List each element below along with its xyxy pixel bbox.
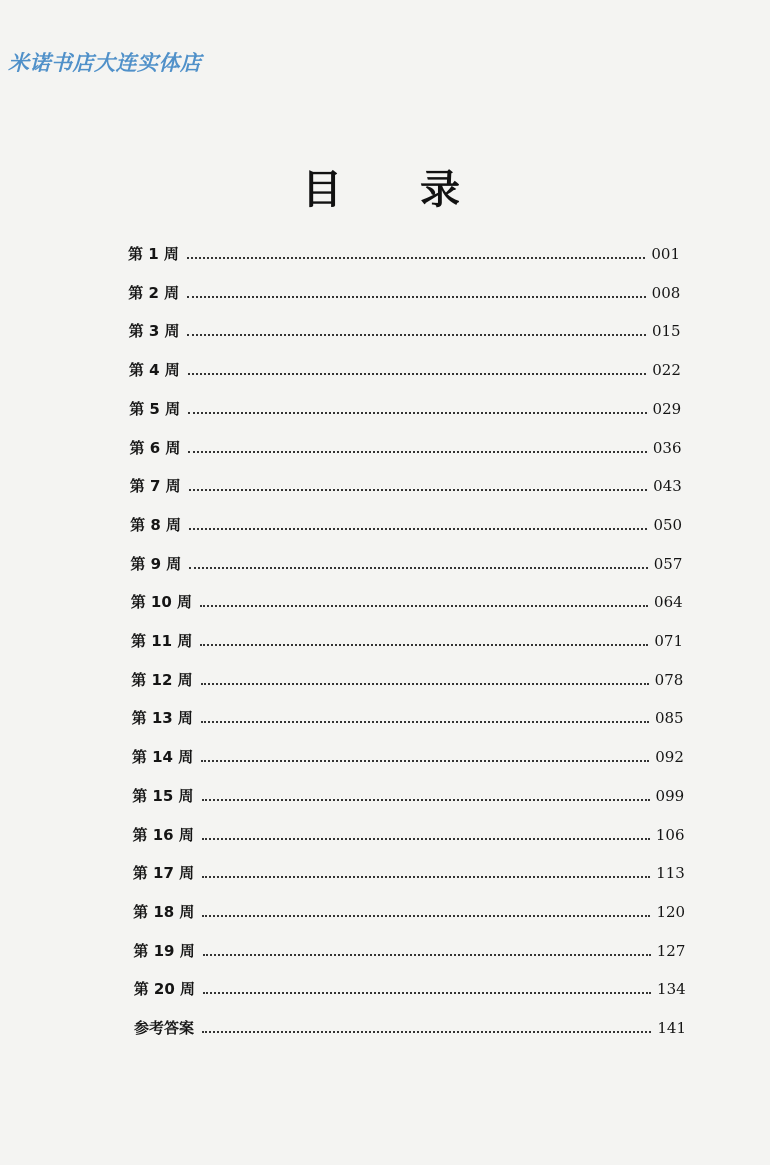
toc-entry-page-number: 092 — [655, 748, 684, 767]
toc-entry-page-number: 134 — [657, 980, 686, 999]
toc-entry — [129, 354, 681, 380]
toc-entry-page-number: 099 — [655, 786, 685, 805]
toc-entry-label: 第 8 周 — [130, 515, 181, 534]
toc-entry — [132, 741, 684, 767]
toc-entry-label: 第 11 周 — [131, 632, 193, 650]
toc-leader-dots — [189, 489, 647, 491]
toc-entry-label: 参考答案 — [134, 1019, 195, 1037]
toc-entry-label: 第 12 周 — [131, 670, 193, 689]
toc-entry-page-number: 008 — [651, 283, 681, 302]
toc-entry — [131, 664, 683, 690]
toc-entry-label: 第 13 周 — [131, 709, 193, 728]
toc-entry-page-number: 064 — [654, 593, 683, 612]
toc-entry-page-number: 029 — [652, 399, 682, 418]
toc-entry-label: 第 15 周 — [132, 786, 194, 805]
toc-entry — [132, 702, 684, 728]
toc-entry-page-number: 071 — [654, 632, 683, 650]
toc-entry — [132, 780, 684, 806]
toc-entry — [133, 935, 685, 961]
toc-entry — [130, 470, 682, 496]
toc-entry-page-number: 057 — [653, 554, 683, 573]
toc-leader-dots — [188, 451, 646, 453]
toc-entry-label: 第 6 周 — [129, 438, 181, 457]
toc-entry — [128, 238, 680, 264]
toc-entry — [133, 857, 685, 883]
toc-entry-label: 第 7 周 — [129, 477, 181, 496]
toc-entry-label: 第 18 周 — [133, 902, 195, 921]
toc-entry — [130, 548, 682, 574]
toc-leader-dots — [203, 954, 651, 956]
toc-entry — [128, 277, 680, 303]
toc-entry-label: 第 19 周 — [133, 941, 195, 960]
toc-leader-dots — [200, 644, 648, 646]
toc-entry-label: 第 4 周 — [128, 361, 180, 380]
toc-entry-label: 第 1 周 — [128, 245, 179, 263]
toc-entry — [134, 973, 686, 999]
toc-leader-dots — [189, 528, 647, 530]
toc-leader-dots — [202, 838, 650, 840]
toc-entry — [133, 896, 685, 922]
page-title: 目 录 — [302, 166, 492, 213]
toc-entry-page-number: 078 — [654, 670, 684, 689]
toc-entry-page-number: 085 — [654, 709, 684, 728]
store-watermark: 米诺书店大连实体店 — [8, 51, 202, 75]
toc-entry-label: 第 2 周 — [128, 283, 180, 302]
toc-entry — [134, 1012, 686, 1038]
toc-leader-dots — [202, 876, 650, 878]
toc-entry-label: 第 10 周 — [130, 593, 193, 612]
toc-entry — [131, 625, 683, 651]
toc-entry-label: 第 3 周 — [128, 322, 180, 341]
toc-entry-page-number: 127 — [656, 941, 686, 960]
toc-entry-page-number: 001 — [651, 245, 680, 263]
toc-entry-label: 第 14 周 — [131, 748, 194, 767]
toc-entry-page-number: 141 — [657, 1019, 686, 1037]
toc-entry-page-number: 106 — [655, 825, 685, 844]
toc-entry-page-number: 015 — [651, 322, 681, 341]
toc-entry — [130, 432, 682, 458]
toc-leader-dots — [202, 1031, 651, 1033]
toc-entry-label: 第 16 周 — [132, 825, 194, 844]
toc-leader-dots — [201, 760, 649, 762]
toc-entry-label: 第 9 周 — [130, 554, 182, 573]
toc-entry-page-number: 050 — [653, 515, 683, 534]
toc-entry-page-number: 036 — [652, 438, 682, 457]
toc-entry — [131, 586, 683, 612]
toc-entry-label: 第 5 周 — [129, 399, 181, 418]
toc-leader-dots — [187, 257, 645, 259]
toc-leader-dots — [188, 373, 646, 375]
toc-entry — [130, 509, 682, 535]
toc-leader-dots — [187, 296, 645, 298]
toc-entry-page-number: 022 — [652, 361, 681, 380]
toc-entry-label: 第 17 周 — [132, 864, 195, 883]
toc-leader-dots — [201, 721, 649, 723]
toc-entry — [129, 393, 681, 419]
toc-leader-dots — [187, 334, 645, 336]
toc-leader-dots — [202, 799, 650, 801]
toc-leader-dots — [201, 683, 649, 685]
toc-entry-page-number: 120 — [656, 902, 686, 921]
toc-leader-dots — [203, 992, 651, 994]
toc-leader-dots — [188, 412, 646, 414]
toc-entry-page-number: 043 — [653, 477, 682, 496]
toc-entry-page-number: 113 — [656, 864, 685, 883]
toc-leader-dots — [202, 915, 650, 917]
toc-entry — [133, 819, 685, 845]
toc-entry-label: 第 20 周 — [133, 980, 196, 999]
toc-leader-dots — [189, 567, 647, 569]
toc-entry — [129, 315, 681, 341]
toc-leader-dots — [200, 605, 648, 607]
